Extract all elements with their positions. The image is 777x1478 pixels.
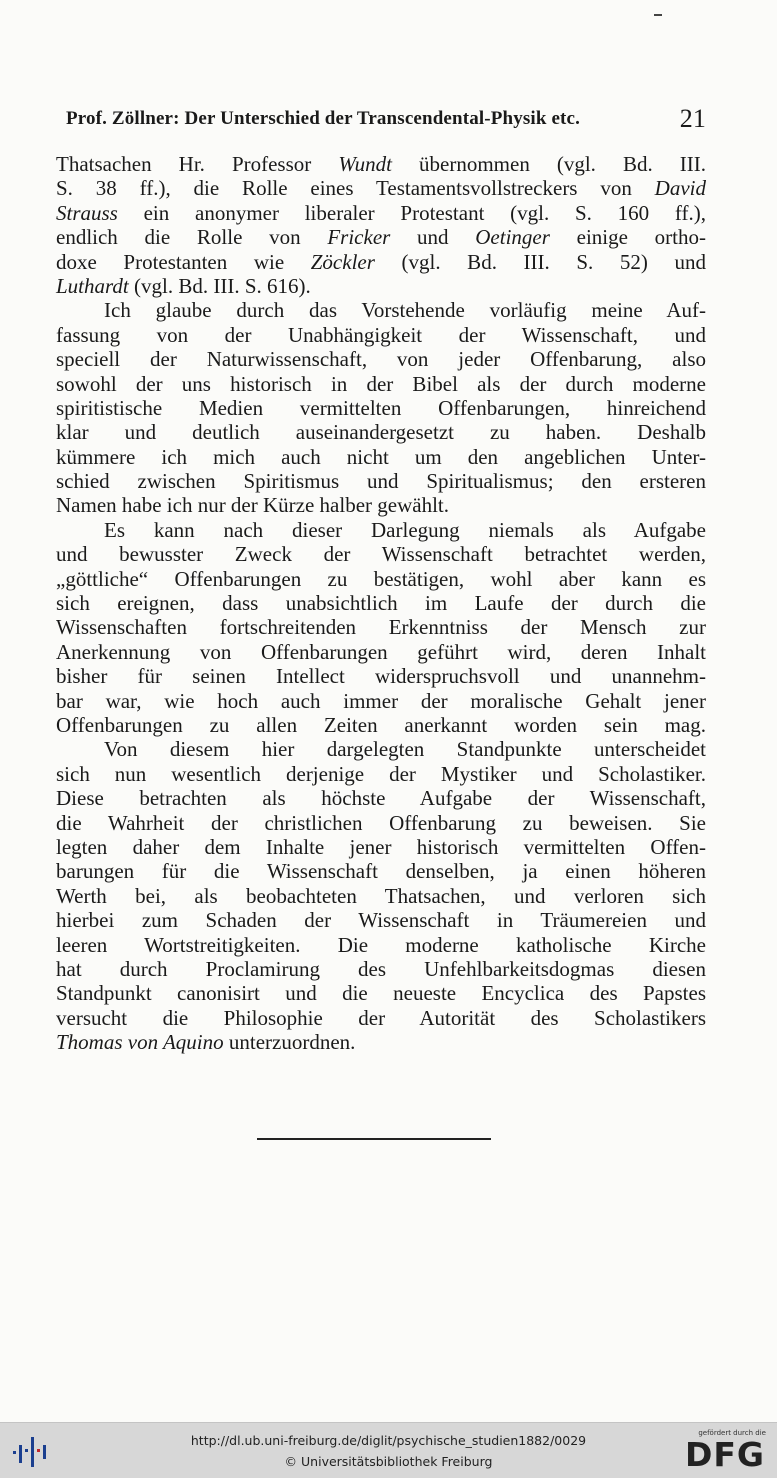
italic-name: Strauss [56, 200, 118, 225]
page-number: 21 [679, 104, 706, 133]
text-span: Ich glaube durch das Vorstehende vorläufig meine Auf- [104, 298, 706, 323]
text-span: barungen für die Wissenschaft denselben, ja einen höheren [56, 859, 706, 884]
text-line [56, 250, 706, 274]
italic-name: David [654, 176, 706, 201]
text-span: und [390, 225, 476, 250]
text-line [56, 372, 706, 396]
text-line [56, 859, 706, 883]
text-span: „göttliche“ Offenbarungen zu bestätigen, wohl aber kann es [56, 566, 706, 591]
text-span: klar und deutlich auseinandergesetzt zu haben. Deshalb [56, 420, 706, 445]
italic-name: Zöckler [310, 249, 375, 274]
text-line [56, 737, 706, 761]
text-span: Thatsachen Hr. Professor [56, 152, 339, 176]
text-line [56, 518, 706, 542]
viewer-footer [0, 1422, 777, 1478]
text-span: Es kann nach dieser Darlegung niemals als Aufgabe [104, 517, 706, 542]
text-line [56, 1030, 706, 1054]
text-line [56, 493, 706, 517]
text-line [56, 396, 706, 420]
text-line [56, 884, 706, 908]
text-span: versucht die Philosophie der Autorität des Scholastikers [56, 1005, 706, 1030]
text-line [56, 835, 706, 859]
copyright-notice: © Universitätsbibliothek Freiburg [284, 1454, 493, 1469]
text-span: (vgl. Bd. III. S. 616). [128, 273, 311, 298]
text-span: hat durch Proclamirung des Unfehlbarkeitsdogmas diesen [56, 956, 706, 981]
text-line [56, 981, 706, 1005]
text-span: schied zwischen Spiritismus und Spiritualismus; den ersteren [56, 469, 706, 494]
text-span: Wissenschaften fortschreitenden Erkenntniss der Mensch zur [56, 615, 706, 640]
text-span: Standpunkt canonisirt und die neueste Encyclica des Papstes [56, 981, 706, 1006]
text-line [56, 542, 706, 566]
text-line [56, 274, 706, 298]
text-span: doxe Protestanten wie [56, 249, 311, 274]
text-line [56, 615, 706, 639]
page-url-link[interactable]: http://dl.ub.uni-freiburg.de/diglit/psychische_studien1882/0029 [190, 1433, 587, 1448]
text-line [56, 567, 706, 591]
text-line [56, 957, 706, 981]
text-span: leeren Wortstreitigkeiten. Die moderne katholische Kirche [56, 932, 706, 957]
text-span: Werth bei, als beobachteten Thatsachen, und verloren sich [56, 883, 706, 908]
text-line [56, 152, 706, 176]
text-span: ein anonymer liberaler Protestant (vgl. S. 160 ff.), [117, 200, 706, 225]
text-line [56, 811, 706, 835]
running-head [66, 104, 706, 136]
running-head-title: Prof. Zöllner: Der Unterschied der Transcendental-Physik etc. [66, 108, 581, 129]
text-span: hierbei zum Schaden der Wissenschaft in Träumereien und [56, 908, 706, 933]
text-span: speciell der Naturwissenschaft, von jeder Offenbarung, also [56, 347, 706, 372]
text-line [56, 908, 706, 932]
text-span: endlich die Rolle von [56, 225, 328, 250]
italic-name: Fricker [327, 225, 391, 250]
text-line [56, 201, 706, 225]
text-span: spiritistische Medien vermittelten Offenbarungen, hinreichend [56, 395, 706, 420]
text-span: sowohl der uns historisch in der Bibel als der durch moderne [56, 371, 706, 396]
text-span: bar war, wie hoch auch immer der moralische Gehalt jener [56, 688, 706, 713]
text-line [56, 933, 706, 957]
text-span: und bewusster Zweck der Wissenschaft betrachtet werden, [56, 542, 706, 567]
italic-name: Thomas von Aquino [56, 1030, 224, 1055]
text-span: unterzuordnen. [223, 1030, 356, 1055]
text-line [56, 689, 706, 713]
text-line [56, 225, 706, 249]
text-line [56, 762, 706, 786]
text-line [56, 664, 706, 688]
text-line [56, 640, 706, 664]
text-line [56, 445, 706, 469]
text-line [56, 1006, 706, 1030]
dfg-caption: gefördert durch die [698, 1429, 766, 1437]
text-span: einige ortho- [549, 225, 706, 250]
body-text [56, 152, 706, 1054]
text-line [56, 591, 706, 615]
text-line [56, 786, 706, 810]
text-span: Anerkennung von Offenbarungen geführt wird, deren Inhalt [56, 639, 706, 664]
text-span: (vgl. Bd. III. S. 52) und [374, 249, 706, 274]
end-rule [257, 1138, 491, 1140]
text-span: bisher für seinen Intellect widerspruchsvoll und unannehm- [56, 664, 706, 689]
text-line [56, 713, 706, 737]
scan-mark [654, 14, 662, 16]
text-span: Namen habe ich nur der Kürze halber gewählt. [56, 493, 449, 518]
text-line [56, 298, 706, 322]
text-line [56, 420, 706, 444]
text-span: sich nun wesentlich derjenige der Mystiker und Scholastiker. [56, 761, 706, 786]
text-line [56, 469, 706, 493]
italic-name: Oetinger [475, 225, 550, 250]
italic-name: Luthardt [56, 273, 129, 298]
text-span: fassung von der Unabhängigkeit der Wissenschaft, und [56, 322, 706, 347]
dfg-logo[interactable]: DFG [684, 1435, 765, 1474]
text-span: übernommen (vgl. Bd. III. [391, 152, 706, 176]
text-span: Von diesem hier dargelegten Standpunkte unterscheidet [104, 737, 706, 762]
text-span: kümmere ich mich auch nicht um den angeblichen Unter- [56, 444, 706, 469]
italic-name: Wundt [338, 152, 392, 176]
text-span: legten daher dem Inhalte jener historisch vermittelten Offen- [56, 834, 706, 859]
text-line [56, 323, 706, 347]
text-line [56, 347, 706, 371]
text-span: Diese betrachten als höchste Aufgabe der Wissenschaft, [56, 786, 706, 811]
text-span: sich ereignen, dass unabsichtlich im Laufe der durch die [56, 591, 706, 616]
text-span: Offenbarungen zu allen Zeiten anerkannt worden sein mag. [56, 712, 706, 737]
text-span: die Wahrheit der christlichen Offenbarung zu beweisen. Sie [56, 810, 706, 835]
text-span: S. 38 ff.), die Rolle eines Testamentsvollstreckers von [56, 176, 655, 201]
text-line [56, 176, 706, 200]
